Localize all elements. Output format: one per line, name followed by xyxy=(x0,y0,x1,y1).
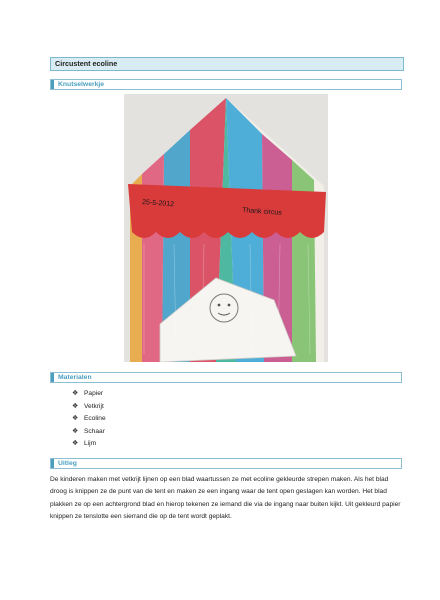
list-item: ❖ Schaar xyxy=(72,426,106,439)
document-title xyxy=(50,57,404,71)
section-accent-bar xyxy=(51,373,54,382)
diamond-bullet-icon: ❖ xyxy=(72,415,79,422)
diamond-bullet-icon: ❖ xyxy=(72,440,79,447)
section-heading-craft xyxy=(50,79,402,90)
explanation-paragraph: De kinderen maken met vetkrijt lijnen op een blad waartussen ze met ecoline gekleurde strepen maken. Als het blad droog is knippen ze de punt van de tent en maken ze een ingang waar de tent open geslagen kan worden. Het blad plakken ze op een achtergrond blad en hierop tekenen ze iemand die via de ingang naar buiten kijkt. Uit gekleurd papier knippen ze tenslotte een sierrand die op de tent wordt geplakt. xyxy=(50,476,401,521)
diamond-bullet-icon: ❖ xyxy=(72,427,79,435)
banner-red xyxy=(128,184,326,238)
list-item: ❖ Lijm xyxy=(72,438,106,451)
section-heading-explanation xyxy=(50,458,402,469)
diamond-bullet-icon: ❖ xyxy=(72,390,79,397)
section-heading-craft-text: Knutselwerkje xyxy=(58,81,105,88)
section-accent-bar xyxy=(51,459,54,468)
banner-text-thanks: Thank circus xyxy=(241,207,282,217)
craft-photo xyxy=(124,94,328,362)
list-item: ❖ Ecoline xyxy=(72,413,106,426)
section-accent-bar xyxy=(51,80,54,89)
banner-text-date: 25-5-2012 xyxy=(141,199,175,209)
list-item: ❖ Vetkrijt xyxy=(72,401,106,414)
section-heading-materials xyxy=(50,372,402,383)
materials-list xyxy=(72,388,106,451)
document-title-text: Circustent ecoline xyxy=(55,59,118,68)
circus-tent-illustration xyxy=(124,94,328,362)
diamond-bullet-icon: ❖ xyxy=(72,402,79,410)
list-item: ❖ Papier xyxy=(72,388,106,401)
section-heading-explanation-text: Uitleg xyxy=(58,460,77,467)
section-heading-materials-text: Materialen xyxy=(58,374,92,381)
